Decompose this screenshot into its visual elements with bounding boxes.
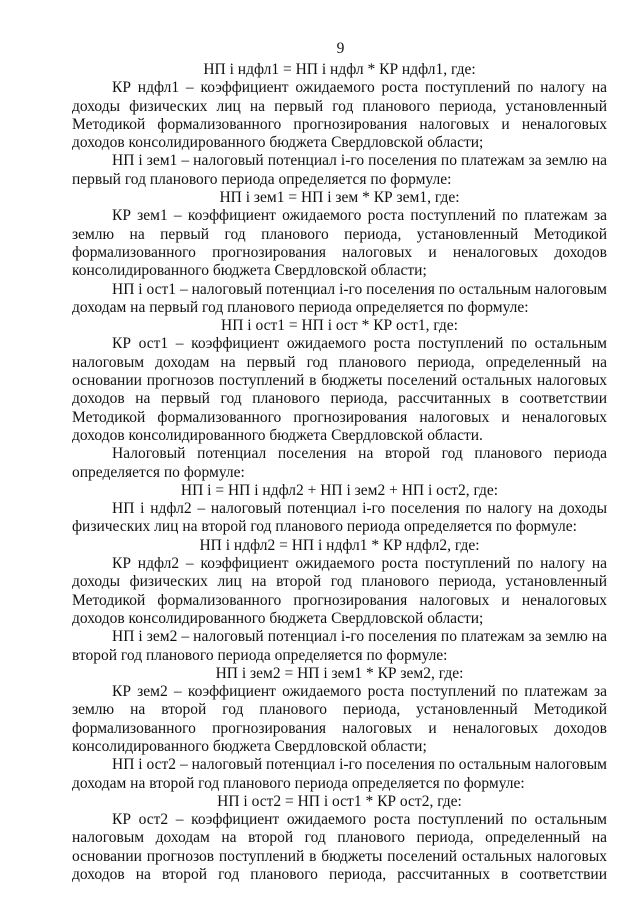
formula-ost2: НП i ост2 = НП i ост1 * КР ост2, где: bbox=[217, 792, 462, 810]
paragraph-np-ndfl2: НП i ндфл2 – налоговый потенциал i-го поселения по налогу на доходы физических лиц на второй год планового периода определяется по формуле: bbox=[72, 500, 607, 536]
paragraph-np-zem2: НП i зем2 – налоговый потенциал i-го поселения по платежам за землю на второй год планового периода определяется по формуле: bbox=[72, 628, 607, 664]
formula-zem2: НП i зем2 = НП i зем1 * КР зем2, где: bbox=[215, 664, 464, 682]
paragraph-kr-ndfl1: КР ндфл1 – коэффициент ожидаемого роста поступлений по налогу на доходы физических лиц на первый год планового периода, установленный Методикой формализованного прогнозирования налоговых и неналоговых доходов консолидированного бюджета Свердловской области; bbox=[72, 79, 607, 152]
paragraph-second-year: Налоговый потенциал поселения на второй год планового периода определяется по формуле: bbox=[72, 445, 607, 481]
paragraph-np-ost2: НП i ост2 – налоговый потенциал i-го поселения по остальным налоговым доходам на второй год планового периода определяется по формуле: bbox=[72, 756, 607, 792]
formula-np-total2: НП i = НП i ндфл2 + НП i зем2 + НП i ост2, где: bbox=[180, 481, 499, 499]
formula-zem1: НП i зем1 = НП i зем * КР зем1, где: bbox=[219, 189, 460, 207]
paragraph-kr-ndfl2: КР ндфл2 – коэффициент ожидаемого роста поступлений по налогу на доходы физических лиц на второй год планового периода, установленный Методикой формализованного прогнозирования налоговых и неналоговых доходов консолидированного бюджета Свердловской области; bbox=[72, 555, 607, 627]
paragraph-kr-ost1: КР ост1 – коэффициент ожидаемого роста поступлений по остальным налоговым доходам на первый год планового периода, определенный на основании прогнозов поступлений в бюджеты поселений остальных налоговых доходов на первый год планового периода, рассчитанных в соответствии Методикой формализованного прогнозирования налоговых и неналоговых доходов консолидированного бюджета Свердловской области. bbox=[72, 335, 607, 444]
paragraph-kr-ost2: КР ост2 – коэффициент ожидаемого роста поступлений по остальным налоговым доходам на второй год планового периода, определенный на основании прогнозов поступлений в бюджеты поселений остальных налоговых доходов на второй год планового периода, рассчитанных в соответствии bbox=[72, 811, 607, 884]
page-number: 9 bbox=[336, 40, 345, 57]
paragraph-np-zem1: НП i зем1 – налоговый потенциал i-го поселения по платежам за землю на первый год планового периода определяется по формуле: bbox=[72, 152, 607, 188]
paragraph-np-ost1: НП i ост1 – налоговый потенциал i-го поселения по остальным налоговым доходам на первый год планового периода определяется по формуле: bbox=[72, 280, 607, 316]
formula-ost1: НП i ост1 = НП i ост * КР ост1, где: bbox=[221, 317, 458, 335]
paragraph-kr-zem2: КР зем2 – коэффициент ожидаемого роста поступлений по платежам за землю на второй год планового периода, установленный Методикой формализованного прогнозирования налоговых и неналоговых доходов консолидированного бюджета Свердловской области; bbox=[72, 683, 607, 755]
paragraph-kr-zem1: КР зем1 – коэффициент ожидаемого роста поступлений по платежам за землю на первый год планового периода, установленный Методикой формализованного прогнозирования налоговых и неналоговых доходов консолидированного бюджета Свердловской области; bbox=[72, 207, 607, 280]
formula-ndfl1: НП i ндфл1 = НП i ндфл * КР ндфл1, где: bbox=[203, 61, 476, 78]
document-page bbox=[72, 40, 607, 884]
formula-ndfl2: НП i ндфл2 = НП i ндфл1 * КР ндфл2, где: bbox=[199, 536, 480, 554]
